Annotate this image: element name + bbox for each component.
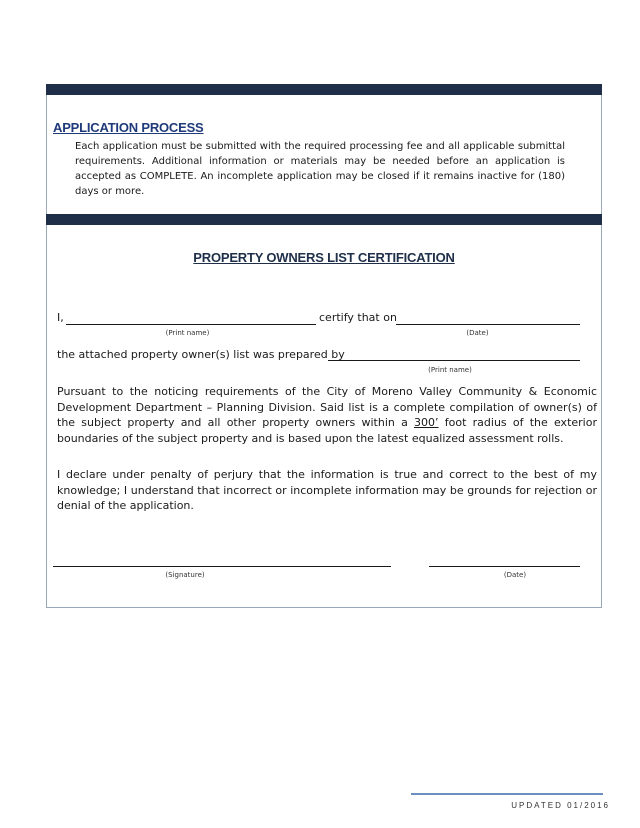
caption-date-2: (Date) [503,571,527,579]
caption-print-name-2: (Print name) [428,366,472,374]
radius-value: 300’ [414,416,439,429]
middle-divider-bar [46,214,602,225]
line2-prefix: the attached property owner(s) list was prepared by [57,348,345,361]
top-divider-bar [46,84,602,95]
caption-print-name-1: (Print name) [165,329,210,337]
line1-prefix: I, [57,311,64,324]
noticing-paragraph [57,384,597,446]
date-field-1[interactable] [396,324,580,325]
declaration-paragraph: I declare under penalty of perjury that the information is true and correct to the best of my knowledge; I understand that incorrect or incomplete information may be grounds for rejection or denial of the application. [57,468,597,512]
footer-rule [411,793,603,795]
print-name-field-2[interactable] [328,360,580,361]
caption-signature: (Signature) [165,571,205,579]
noticing-text-part2: foot radius of the exterior boundaries of the subject property and is based upon the latest equalized assessment rolls. [57,416,597,445]
application-process-text: Each application must be submitted with the required processing fee and all applicable submittal requirements. Additional information or materials may be needed before an application is accepted as COMPLETE. An incomplete application may be closed if it remains inactive for (180) days or more. [75,141,565,197]
application-process-heading: APPLICATION PROCESS [53,120,204,135]
line1-certify-text: certify that on [319,311,397,324]
updated-label: UPDATED 01/2016 [511,801,610,810]
date-field-2[interactable] [429,566,580,567]
certification-title: PROPERTY OWNERS LIST CERTIFICATION [193,250,455,265]
noticing-text-part1: Pursuant to the noticing requirements of the City of Moreno Valley Community & Economic Development Department – Planning Division. Said list is a complete compilation of owner(s) of the subject property and all other property owners within a [57,385,597,429]
print-name-field-1[interactable] [66,324,316,325]
signature-field[interactable] [53,566,391,567]
caption-date-1: (Date) [466,329,489,337]
